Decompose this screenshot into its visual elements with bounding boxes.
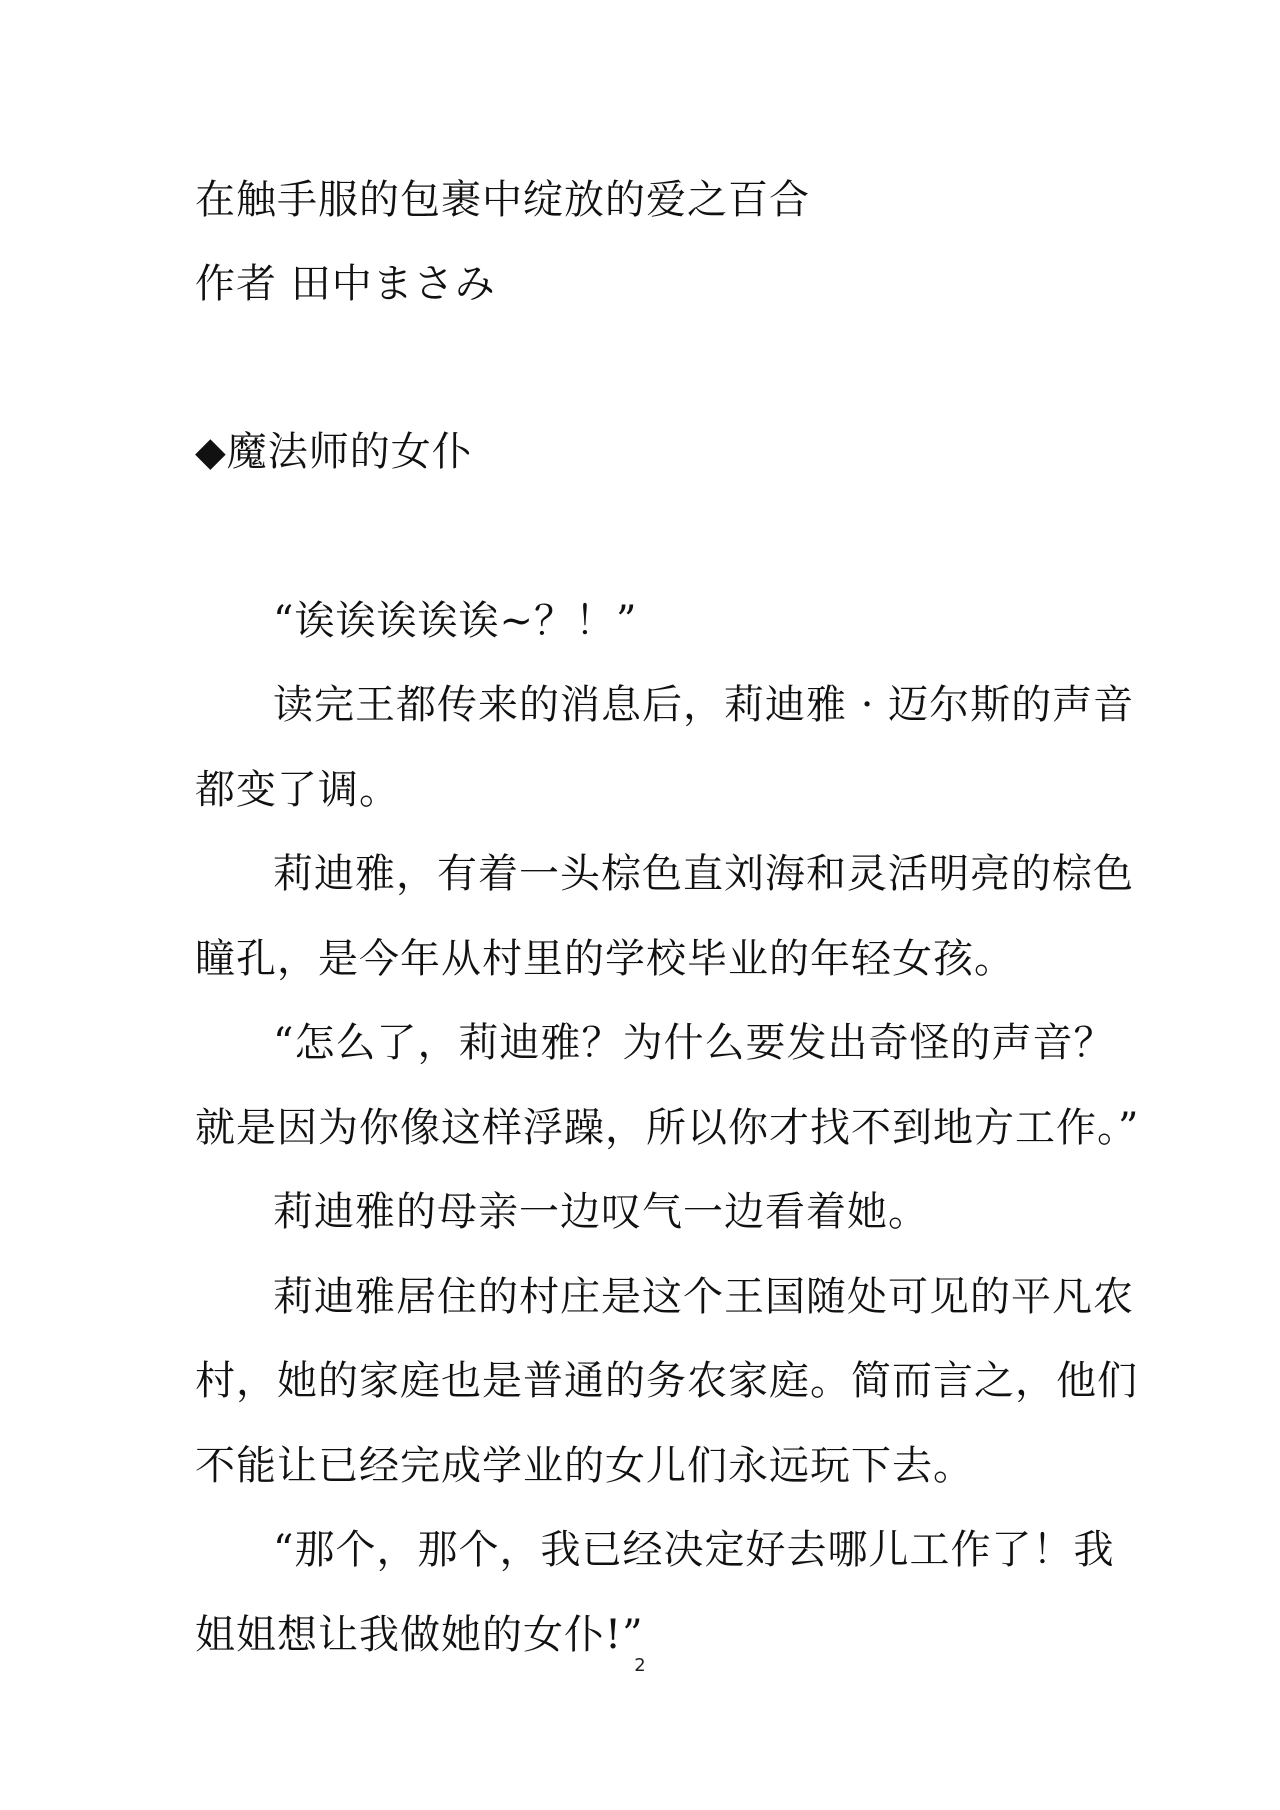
- chapter-heading: ◆魔法师的女仆: [195, 429, 473, 475]
- document-title: 在触手服的包裹中绽放的爱之百合: [195, 177, 810, 223]
- text-line: “怎么了，莉迪雅？为什么要发出奇怪的声音？: [273, 1020, 1115, 1066]
- text-line: 村，她的家庭也是普通的务农家庭。简而言之，他们: [195, 1358, 1138, 1404]
- text-line: 瞳孔，是今年从村里的学校毕业的年轻女孩。: [195, 936, 1015, 982]
- text-line: 姐姐想让我做她的女仆!”: [195, 1612, 644, 1658]
- text-line: “诶诶诶诶诶~？！”: [273, 598, 638, 644]
- text-line: 就是因为你像这样浮躁，所以你才找不到地方工作。”: [195, 1105, 1140, 1151]
- text-line: 莉迪雅的母亲一边叹气一边看着她。: [273, 1189, 929, 1235]
- text-line: 都变了调。: [195, 767, 400, 813]
- page-number: 2: [634, 1655, 646, 1676]
- text-line: 不能让已经完成学业的女儿们永远玩下去。: [195, 1443, 974, 1489]
- document-author: 作者 田中まさみ: [195, 261, 496, 307]
- text-line: “那个，那个，我已经决定好去哪儿工作了！我: [273, 1527, 1115, 1573]
- text-line: 莉迪雅，有着一头棕色直刘海和灵活明亮的棕色: [273, 851, 1134, 897]
- text-line: 莉迪雅居住的村庄是这个王国随处可见的平凡农: [273, 1274, 1134, 1320]
- text-line: 读完王都传来的消息后，莉迪雅 · 迈尔斯的声音: [273, 682, 1135, 728]
